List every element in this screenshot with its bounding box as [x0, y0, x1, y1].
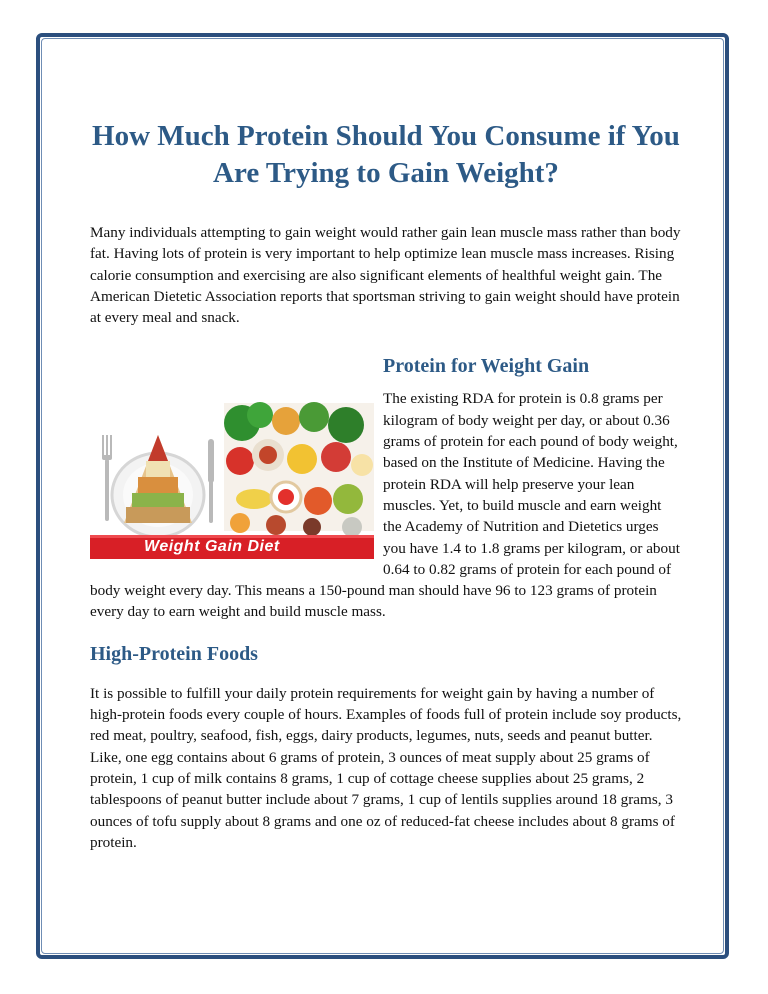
section-heading-protein-weight-gain: Protein for Weight Gain — [383, 355, 590, 378]
section-protein-weight-gain — [90, 388, 682, 622]
section-high-protein-foods-body: It is possible to fulfill your daily protein requirements for weight gain by having a number of high-protein foods every couple of hours. Examples of foods full of protein include soy products, red meat, poultry, seafood, fish, eggs, dairy products, legumes, nuts, seeds and peanut butter. Like, one egg contains about 6 grams of protein, 3 ounces of meat supply about 25 grams of protein, 1 cup of milk contains 8 grams, 1 cup of cottage cheese supplies about 25 grams, 2 tablespoons of peanut butter include about 7 grams, 1 cup of lentils supplies around 18 grams, 3 ounces of tofu supply about 8 grams and one oz of reduced-fat cheese includes about 8 grams of protein. — [90, 684, 682, 851]
section-protein-weight-gain-body: The existing RDA for protein is 0.8 grams per kilogram of body weight per day, or about 0.36 grams of protein for each pound of body weight, based on the Institute of Medicine. Having the protein RDA will help preserve your lean muscles. Yet, to build muscle and earn weight the Academy of Nutrition and Dietetics urges you have 1.4 to 1.8 grams per kilogram, or about 0.64 to 0.82 grams of protein for each pound of body weight every day. This means a 150-pound man should have 96 to 123 grams of protein every day to earn weight and build muscle mass. — [90, 390, 680, 621]
intro-paragraph: Many individuals attempting to gain weight would rather gain lean muscle mass rather than body fat. Having lots of protein is very important to help optimize lean muscle mass increases. Rising calorie consumption and exercising are also significant elements of healthful weight gain. The American Dietetic Association reports that sportsman striving to gain weight should have protein at every meal and snack. — [90, 224, 681, 327]
weight-gain-diet-image — [90, 395, 374, 559]
image-caption: Weight Gain Diet — [144, 538, 280, 556]
section-heading-high-protein-foods: High-Protein Foods — [90, 642, 258, 665]
document-body — [90, 118, 682, 853]
page-title: How Much Protein Should You Consume if You Are Trying to Gain Weight? — [92, 120, 680, 189]
